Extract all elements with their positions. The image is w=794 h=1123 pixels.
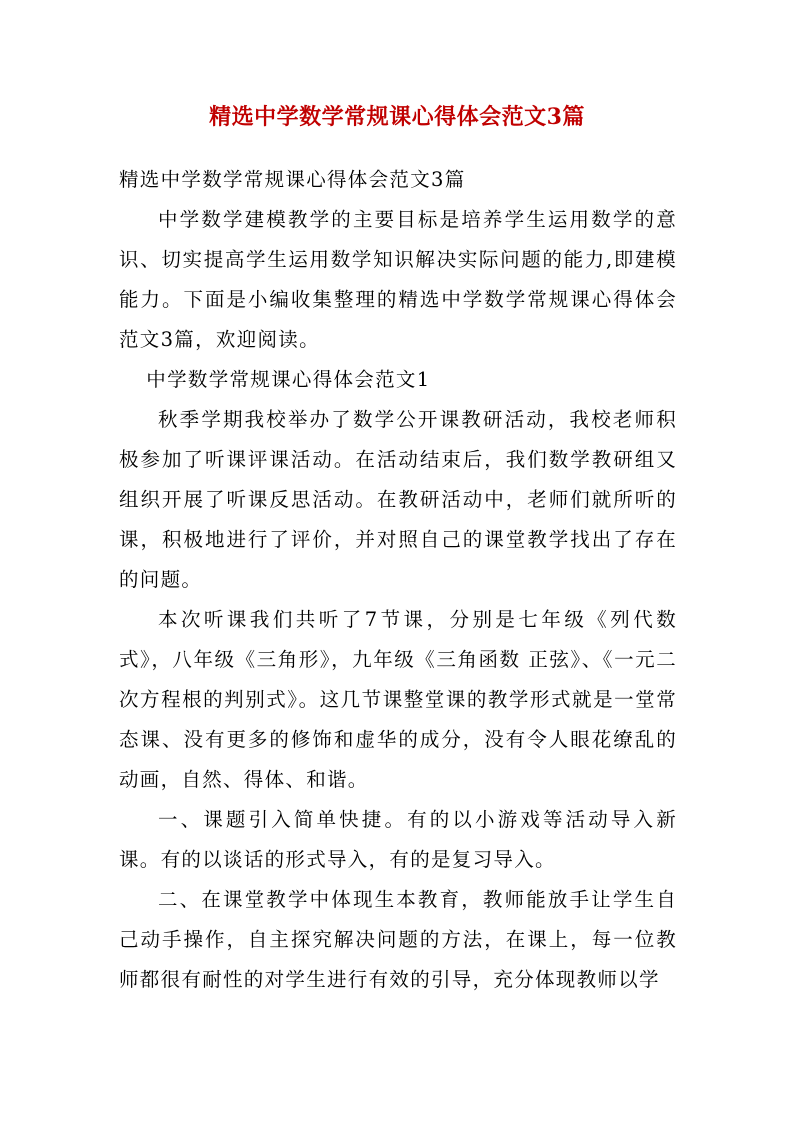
paragraph-intro: 中学数学建模教学的主要目标是培养学生运用数学的意识、切实提高学生运用数学知识解决实际问题的能力,即建模能力。下面是小编收集整理的精选中学数学常规课心得体会范文3篇，欢迎阅读。 xyxy=(119,208,677,351)
paragraph-body: 一、课题引入简单快捷。有的以小游戏等活动导入新课。有的以谈话的形式导入，有的是复习导入。 xyxy=(119,808,677,871)
document-title: 精选中学数学常规课心得体会范文3篇 xyxy=(209,104,585,130)
paragraph-subtitle: 精选中学数学常规课心得体会范文3篇 xyxy=(119,168,466,191)
paragraph-body: 秋季学期我校举办了数学公开课教研活动，我校老师积极参加了听课评课活动。在活动结束后，我们数学教研组又组织开展了听课反思活动。在教研活动中，老师们就所听的课，积极地进行了评价，并对照自己的课堂教学找出了存在的问题。 xyxy=(119,408,677,591)
section-heading-1: 中学数学常规课心得体会范文1 xyxy=(146,368,431,391)
paragraph-body: 本次听课我们共听了7节课，分别是七年级《列代数式》，八年级《三角形》，九年级《三角函数 正弦》、《一元二次方程根的判别式》。这几节课整堂课的教学形式就是一堂常态课、没有更多的修饰和虚华的成分，没有令人眼花缭乱的动画，自然、得体、和谐。 xyxy=(119,608,677,791)
paragraph-body: 二、在课堂教学中体现生本教育，教师能放手让学生自己动手操作，自主探究解决问题的方法，在课上，每一位教师都很有耐性的对学生进行有效的引导，充分体现教师以学 xyxy=(119,888,677,991)
document-body xyxy=(119,160,677,1000)
